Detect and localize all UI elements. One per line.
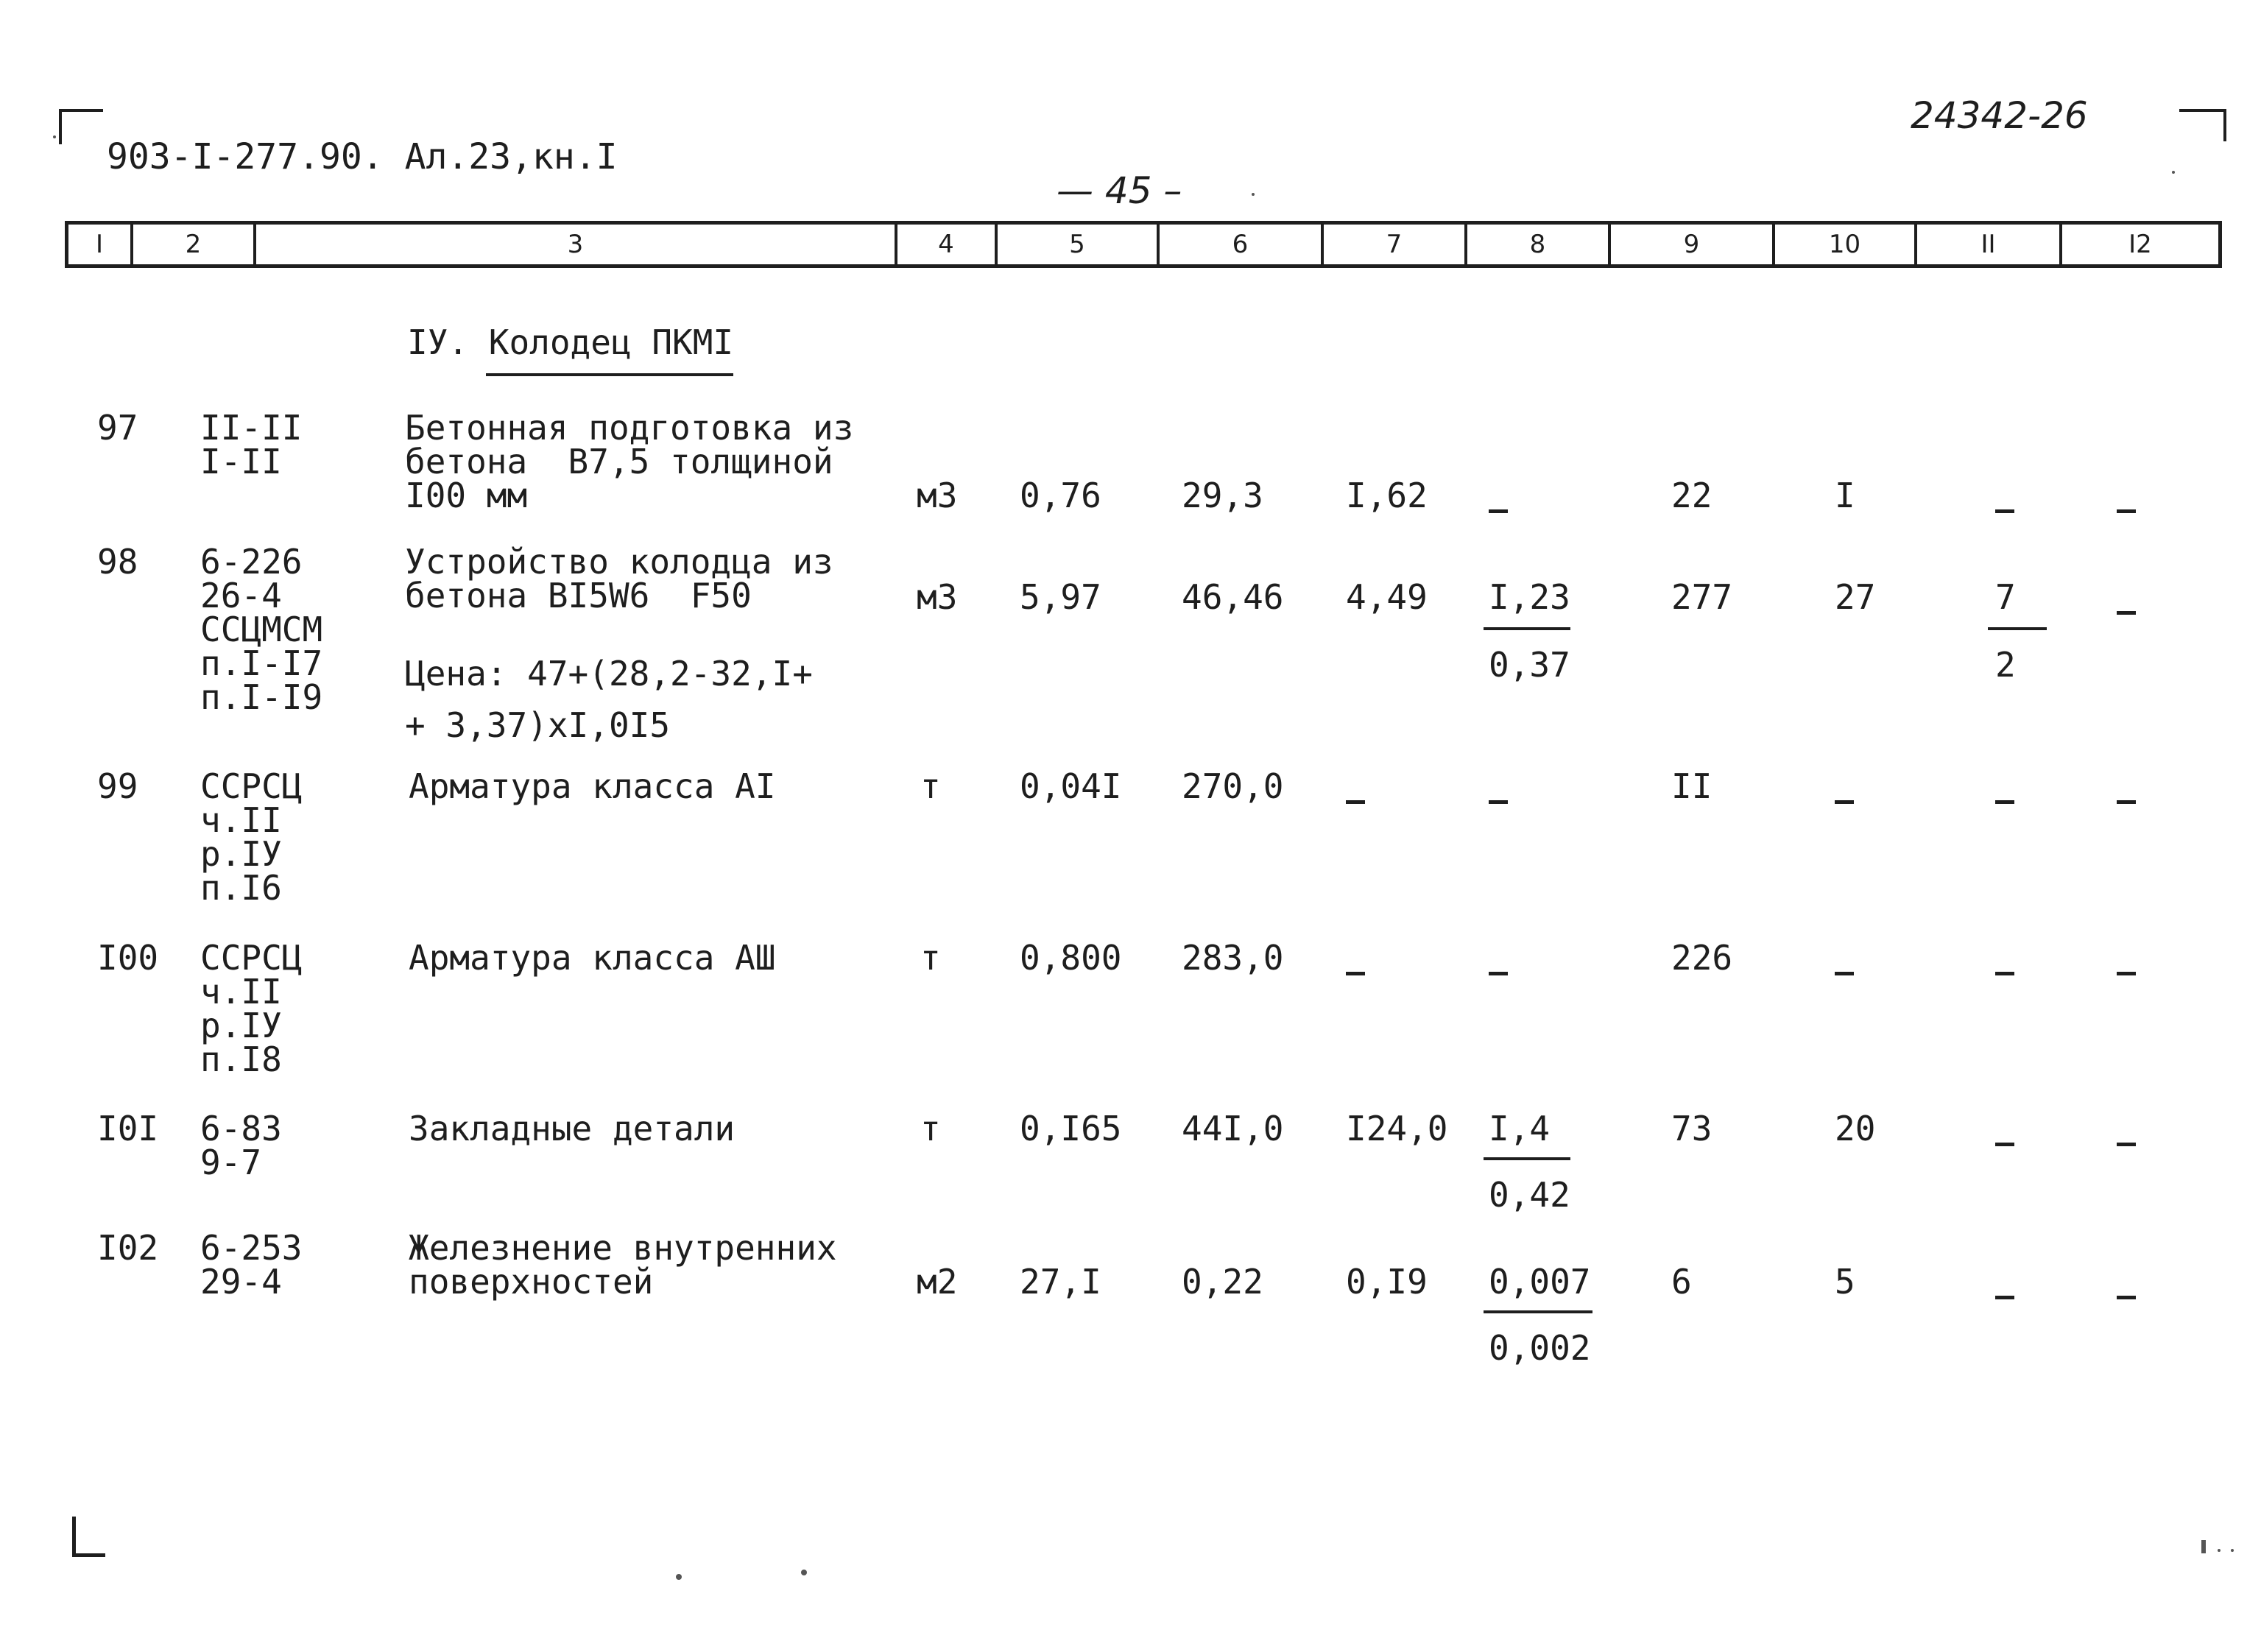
column-number-strip	[65, 221, 2222, 268]
col-8-value: 0,007	[1489, 1262, 1591, 1302]
column-header-8: 8	[1467, 225, 1611, 264]
quantity: 27,I	[1020, 1262, 1101, 1302]
row-number: I00	[97, 938, 159, 978]
work-name: Арматура класса АI	[409, 766, 776, 806]
dash-mark	[2117, 611, 2136, 615]
col-11-value	[1995, 769, 2014, 816]
dash-mark	[1995, 800, 2014, 804]
col-12-value	[2117, 580, 2136, 627]
unit: т	[920, 1109, 941, 1148]
dash-mark	[1489, 972, 1508, 975]
unit-cost: 46,46	[1182, 577, 1284, 617]
unit: м3	[917, 476, 958, 515]
scan-speck	[1252, 193, 1255, 196]
column-header-6: 6	[1160, 225, 1324, 264]
col-8-value-lower: 0,002	[1489, 1328, 1591, 1368]
dash-mark	[1835, 972, 1854, 975]
col-11-value	[1995, 1265, 2014, 1312]
fraction-line	[1484, 1157, 1570, 1160]
col-9-value: 22	[1671, 476, 1712, 515]
norm-reference: ССРСЦ ч.II р.IУ п.I6	[200, 766, 303, 908]
col-11-value-lower: 2	[1995, 645, 2016, 685]
dash-mark	[2117, 509, 2136, 513]
row-number: I02	[97, 1228, 159, 1268]
col-7-value: I24,0	[1346, 1109, 1448, 1148]
dash-mark	[1489, 509, 1508, 513]
col-12-value	[2117, 479, 2136, 526]
col-8-value: I,4	[1489, 1109, 1551, 1148]
column-header-12: I2	[2128, 230, 2152, 259]
column-header-7: 7	[1324, 225, 1467, 264]
col-7-value: 4,49	[1346, 577, 1428, 617]
norm-reference: 6-83 9-7	[200, 1109, 282, 1182]
frame-corner-top-right	[2179, 109, 2226, 141]
frame-corner-bottom-left	[72, 1517, 105, 1557]
column-header-3: 3	[256, 225, 897, 264]
scan-speck	[676, 1574, 682, 1580]
col-10-value: 20	[1835, 1109, 1876, 1148]
col-12-value	[2117, 769, 2136, 816]
col-11-value: 7	[1995, 577, 2016, 617]
row-number: 98	[97, 542, 138, 582]
col-7-value: I,62	[1346, 476, 1428, 515]
col-11-value	[1995, 1112, 2014, 1159]
col-9-value: 277	[1671, 577, 1733, 617]
fraction-line	[1988, 627, 2047, 630]
scan-speck	[53, 135, 56, 138]
dash-mark	[1995, 509, 2014, 513]
quantity: 5,97	[1020, 577, 1101, 617]
col-8-value-lower: 0,42	[1489, 1175, 1570, 1215]
handwritten-number: 24342-26	[1911, 94, 2088, 137]
scan-speck	[2172, 171, 2175, 174]
fraction-line	[1484, 1310, 1592, 1313]
column-header-4: 4	[897, 225, 998, 264]
dash-mark	[1835, 800, 1854, 804]
work-name: Устройство колодца из бетона ВI5W6 F50	[405, 542, 833, 615]
col-12-value	[2117, 941, 2136, 988]
unit-cost: 0,22	[1182, 1262, 1263, 1302]
column-header-10: 10	[1775, 225, 1917, 264]
work-name: Арматура класса АШ	[409, 938, 776, 978]
fraction-line	[1484, 627, 1570, 630]
dash-mark	[2117, 1143, 2136, 1146]
work-name: Железнение внутренних поверхностей	[409, 1228, 837, 1302]
document-code: 903-I-277.90. Ал.23,кн.I	[107, 136, 618, 177]
col-8-value: I,23	[1489, 577, 1570, 617]
unit: т	[920, 938, 941, 978]
section-title: IУ. Колодец ПКМI	[407, 322, 734, 362]
norm-reference: 6-226 26-4 ССЦМСМ п.I-I7 п.I-I9	[200, 542, 323, 717]
scan-speck	[2201, 1540, 2206, 1553]
quantity: 0,04I	[1020, 766, 1122, 806]
row-number: 99	[97, 766, 138, 806]
quantity: 0,800	[1020, 938, 1122, 978]
col-7-value	[1346, 769, 1365, 816]
norm-reference: II-II I-II	[200, 408, 303, 481]
frame-corner-top-left	[59, 109, 103, 144]
col-7-value	[1346, 941, 1365, 988]
work-name: Бетонная подготовка из бетона В7,5 толщиной I00 мм	[405, 408, 854, 515]
col-9-value: 73	[1671, 1109, 1712, 1148]
dash-mark	[1995, 972, 2014, 975]
section-title-underline	[486, 373, 733, 376]
row-number: 97	[97, 408, 138, 448]
price-formula: Цена: 47+(28,2-32,I+ + 3,37)хI,0I5	[405, 654, 813, 745]
row-number: I0I	[97, 1109, 159, 1148]
unit: м2	[917, 1262, 958, 1302]
unit-cost: 29,3	[1182, 476, 1263, 515]
col-11-value	[1995, 479, 2014, 526]
col-10-value: 5	[1835, 1262, 1855, 1302]
column-header-11: II	[1917, 225, 2062, 264]
unit: т	[920, 766, 941, 806]
page-number: — 45 –	[1057, 169, 1182, 212]
dash-mark	[1346, 972, 1365, 975]
col-12-value	[2117, 1112, 2136, 1159]
col-9-value: 6	[1671, 1262, 1692, 1302]
dash-mark	[1995, 1296, 2014, 1299]
column-header-5: 5	[998, 225, 1160, 264]
column-header-9: 9	[1611, 225, 1775, 264]
col-8-value	[1489, 941, 1508, 988]
dash-mark	[1995, 1143, 2014, 1146]
col-10-value	[1835, 941, 1854, 988]
scan-speck	[801, 1570, 807, 1575]
col-10-value: I	[1835, 476, 1855, 515]
unit-cost: 283,0	[1182, 938, 1284, 978]
dash-mark	[1346, 800, 1365, 804]
unit: м3	[917, 577, 958, 617]
norm-reference: 6-253 29-4	[200, 1228, 303, 1302]
quantity: 0,76	[1020, 476, 1101, 515]
unit-cost: 270,0	[1182, 766, 1284, 806]
col-9-value: II	[1671, 766, 1712, 806]
col-12-value	[2117, 1265, 2136, 1312]
scan-speck	[2231, 1549, 2234, 1552]
work-name: Закладные детали	[409, 1109, 736, 1148]
col-7-value: 0,I9	[1346, 1262, 1428, 1302]
unit-cost: 44I,0	[1182, 1109, 1284, 1148]
column-header-2: 2	[133, 225, 256, 264]
col-8-value-lower: 0,37	[1489, 645, 1570, 685]
col-10-value	[1835, 769, 1854, 816]
dash-mark	[2117, 800, 2136, 804]
norm-reference: ССРСЦ ч.II р.IУ п.I8	[200, 938, 303, 1079]
col-8-value	[1489, 479, 1508, 526]
dash-mark	[1489, 800, 1508, 804]
scan-speck	[2218, 1549, 2221, 1552]
quantity: 0,I65	[1020, 1109, 1122, 1148]
dash-mark	[2117, 972, 2136, 975]
col-9-value: 226	[1671, 938, 1733, 978]
dash-mark	[2117, 1296, 2136, 1299]
col-8-value	[1489, 769, 1508, 816]
col-10-value: 27	[1835, 577, 1876, 617]
column-header-1: I	[68, 225, 133, 264]
col-11-value	[1995, 941, 2014, 988]
